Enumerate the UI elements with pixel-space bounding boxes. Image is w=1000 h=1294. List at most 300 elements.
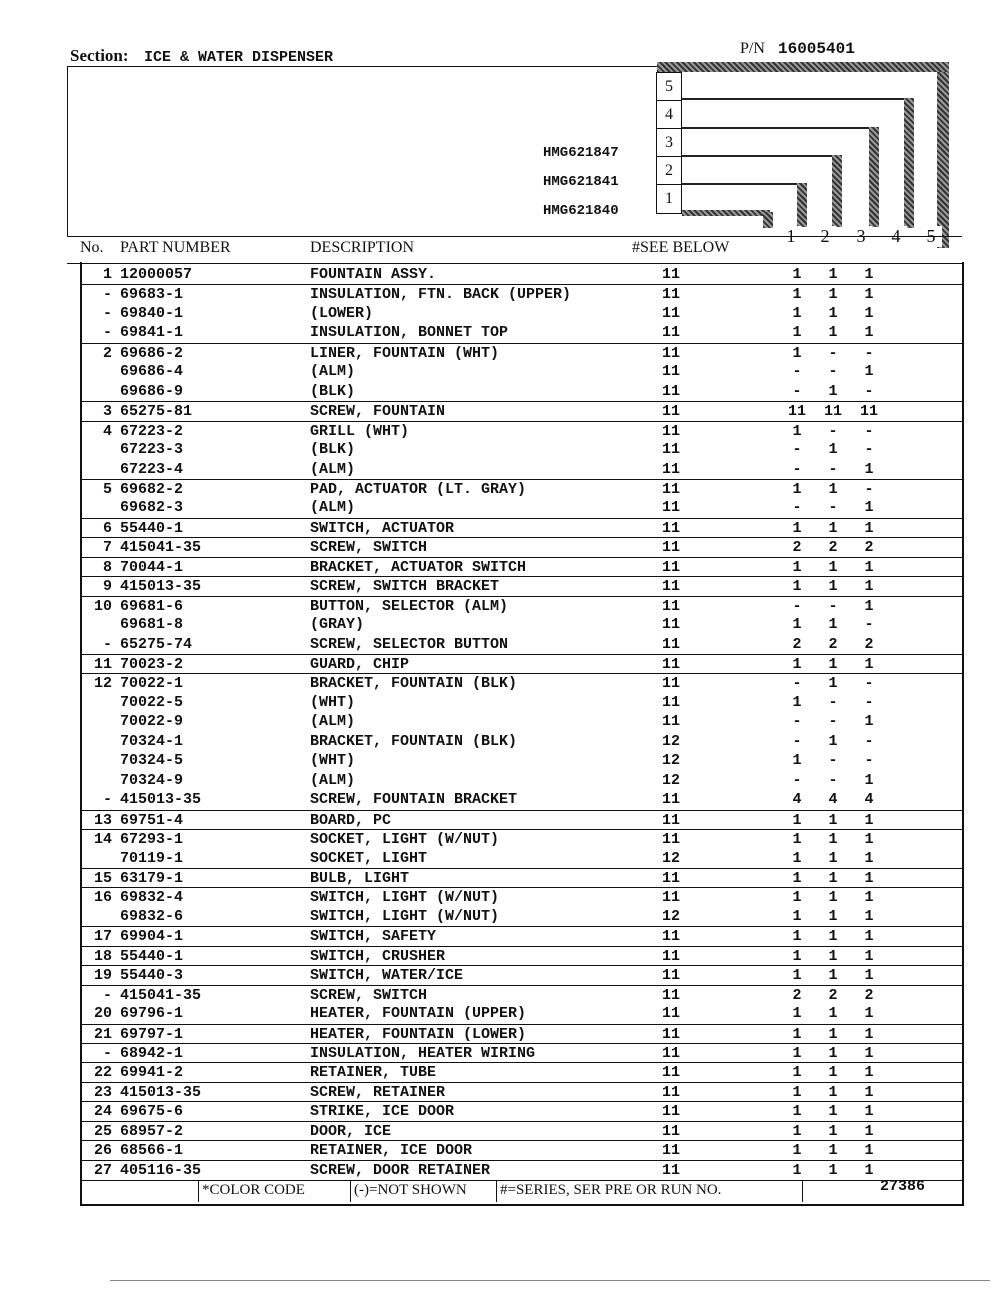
row-series: 12 bbox=[662, 732, 681, 750]
row-qty-model-1: 1 bbox=[792, 889, 802, 907]
row-qty-model-3: 1 bbox=[864, 713, 874, 731]
row-qty-model-3: 2 bbox=[864, 539, 874, 557]
row-qty-model-1: 1 bbox=[792, 1025, 802, 1043]
row-item-number: 15 bbox=[93, 869, 112, 887]
row-qty-model-2: 1 bbox=[828, 831, 838, 849]
row-series: 11 bbox=[662, 1142, 681, 1160]
model-name-2: HMG621841 bbox=[543, 174, 619, 190]
table-row bbox=[80, 401, 962, 422]
table-row bbox=[80, 1004, 962, 1024]
row-qty-model-2: 1 bbox=[828, 441, 838, 459]
row-item-number: - bbox=[102, 1045, 112, 1062]
row-description: (LOWER) bbox=[310, 304, 374, 322]
footer-reference-number: 27386 bbox=[880, 1178, 926, 1195]
row-qty-model-3: 2 bbox=[864, 635, 874, 653]
row-description: (WHT) bbox=[310, 693, 356, 711]
row-qty-model-3: 1 bbox=[864, 869, 874, 887]
row-series: 12 bbox=[662, 771, 681, 789]
row-qty-model-2: 4 bbox=[828, 791, 838, 809]
row-part-number: 67223-3 bbox=[120, 441, 184, 459]
row-qty-model-1: 1 bbox=[792, 1045, 802, 1062]
col-number-5: 5 bbox=[920, 226, 942, 247]
col-number-4: 4 bbox=[885, 226, 907, 247]
table-row bbox=[80, 382, 962, 402]
section-label bbox=[70, 46, 333, 66]
row-qty-model-2: 1 bbox=[828, 656, 838, 673]
row-item-number: 23 bbox=[93, 1083, 112, 1101]
row-item-number: 6 bbox=[102, 519, 112, 537]
row-part-number: 67293-1 bbox=[120, 831, 184, 849]
table-row bbox=[80, 323, 962, 343]
row-series: 11 bbox=[662, 986, 681, 1004]
model-name-1: HMG621840 bbox=[543, 203, 619, 219]
row-qty-model-2: 1 bbox=[828, 732, 838, 750]
row-qty-model-1: 1 bbox=[792, 1064, 802, 1082]
row-qty-model-2: 1 bbox=[828, 928, 838, 946]
row-qty-model-3: - bbox=[864, 693, 874, 711]
row-series: 12 bbox=[662, 752, 681, 770]
row-item-number: 16 bbox=[93, 889, 112, 907]
connector-2-vertical bbox=[832, 155, 842, 227]
row-qty-model-1: 1 bbox=[792, 480, 802, 498]
row-series: 11 bbox=[662, 1122, 681, 1140]
row-qty-model-1: - bbox=[792, 771, 802, 789]
row-series: 11 bbox=[662, 422, 681, 440]
row-qty-model-2: 1 bbox=[828, 1025, 838, 1043]
row-description: SCREW, RETAINER bbox=[310, 1083, 446, 1101]
row-series: 11 bbox=[662, 344, 681, 362]
row-description: (ALM) bbox=[310, 713, 356, 731]
col-header-part: PART NUMBER bbox=[120, 239, 231, 256]
row-qty-model-3: 4 bbox=[864, 791, 874, 809]
row-qty-model-2: 1 bbox=[828, 947, 838, 965]
row-qty-model-2: 1 bbox=[828, 266, 838, 283]
part-number-header bbox=[740, 38, 855, 58]
row-qty-model-3: 1 bbox=[864, 1005, 874, 1023]
row-part-number: 70324-9 bbox=[120, 771, 184, 789]
row-qty-model-1: - bbox=[792, 441, 802, 459]
row-series: 11 bbox=[662, 499, 681, 517]
row-qty-model-1: 1 bbox=[792, 286, 802, 304]
footer-series-note: #=SERIES, SER PRE OR RUN NO. bbox=[500, 1182, 722, 1198]
row-qty-model-2: 1 bbox=[828, 286, 838, 304]
row-description: SCREW, FOUNTAIN bbox=[310, 403, 446, 421]
footer-divider-4 bbox=[802, 1180, 803, 1202]
row-qty-model-3: 1 bbox=[864, 947, 874, 965]
row-series: 11 bbox=[662, 675, 681, 693]
row-qty-model-2: - bbox=[828, 771, 838, 789]
footer-divider-1 bbox=[198, 1180, 199, 1202]
row-description: STRIKE, ICE DOOR bbox=[310, 1103, 455, 1121]
connector-1-vertical bbox=[797, 183, 807, 227]
table-row bbox=[80, 557, 962, 578]
row-qty-model-1: - bbox=[792, 460, 802, 478]
row-part-number: 65275-74 bbox=[120, 635, 193, 653]
table-row bbox=[80, 284, 962, 305]
row-qty-model-3: 1 bbox=[864, 286, 874, 304]
row-qty-model-2: 1 bbox=[828, 675, 838, 693]
row-series: 11 bbox=[662, 1045, 681, 1062]
table-row bbox=[80, 965, 962, 986]
row-qty-model-1: - bbox=[792, 499, 802, 517]
row-part-number: 69686-9 bbox=[120, 382, 184, 400]
row-part-number: 69675-6 bbox=[120, 1103, 184, 1121]
row-qty-model-3: 1 bbox=[864, 771, 874, 789]
table-row bbox=[80, 985, 962, 1006]
row-qty-model-1: 1 bbox=[792, 519, 802, 537]
row-series: 11 bbox=[662, 616, 681, 634]
connector-0 bbox=[682, 210, 770, 216]
row-part-number: 55440-1 bbox=[120, 519, 184, 537]
row-series: 11 bbox=[662, 403, 681, 421]
row-series: 11 bbox=[662, 286, 681, 304]
row-part-number: 69840-1 bbox=[120, 304, 184, 322]
row-series: 11 bbox=[662, 460, 681, 478]
table-row bbox=[80, 946, 962, 967]
row-part-number: 69941-2 bbox=[120, 1064, 184, 1082]
table-row bbox=[80, 712, 962, 732]
row-series: 11 bbox=[662, 441, 681, 459]
row-qty-model-1: 1 bbox=[792, 1142, 802, 1160]
row-qty-model-2: - bbox=[828, 713, 838, 731]
row-qty-model-1: 4 bbox=[792, 791, 802, 809]
row-item-number: 17 bbox=[93, 928, 112, 946]
table-row bbox=[80, 576, 962, 597]
row-item-number: 18 bbox=[93, 947, 112, 965]
row-qty-model-2: 1 bbox=[828, 907, 838, 925]
row-series: 11 bbox=[662, 635, 681, 653]
row-series: 11 bbox=[662, 693, 681, 711]
row-description: SCREW, DOOR RETAINER bbox=[310, 1161, 491, 1179]
row-qty-model-2: 1 bbox=[828, 578, 838, 596]
row-description: SCREW, SELECTOR BUTTON bbox=[310, 635, 509, 653]
model-matrix-frame bbox=[67, 66, 948, 237]
row-qty-model-3: 1 bbox=[864, 1122, 874, 1140]
row-qty-model-2: 1 bbox=[828, 304, 838, 322]
connector-1 bbox=[682, 183, 806, 185]
row-description: (ALM) bbox=[310, 363, 356, 381]
row-series: 11 bbox=[662, 266, 681, 283]
table-row bbox=[80, 771, 962, 791]
footer-not-shown: (-)=NOT SHOWN bbox=[354, 1182, 467, 1198]
row-qty-model-3: 1 bbox=[864, 889, 874, 907]
row-qty-model-3: 2 bbox=[864, 986, 874, 1004]
row-qty-model-3: 1 bbox=[864, 811, 874, 829]
row-part-number: 55440-1 bbox=[120, 947, 184, 965]
row-qty-model-1: 1 bbox=[792, 947, 802, 965]
row-series: 11 bbox=[662, 947, 681, 965]
col-number-2: 2 bbox=[814, 226, 836, 247]
table-row bbox=[80, 1160, 962, 1181]
row-description: SWITCH, LIGHT (W/NUT) bbox=[310, 889, 500, 907]
row-part-number: 70022-1 bbox=[120, 675, 184, 693]
row-description: SWITCH, ACTUATOR bbox=[310, 519, 455, 537]
row-qty-model-2: - bbox=[828, 363, 838, 381]
row-qty-model-1: 1 bbox=[792, 907, 802, 925]
row-description: HEATER, FOUNTAIN (LOWER) bbox=[310, 1025, 527, 1043]
row-part-number: 69751-4 bbox=[120, 811, 184, 829]
row-item-number: - bbox=[102, 791, 112, 809]
row-series: 11 bbox=[662, 597, 681, 615]
footer-color-code: *COLOR CODE bbox=[202, 1182, 305, 1198]
row-qty-model-1: 1 bbox=[792, 1122, 802, 1140]
row-description: SCREW, SWITCH BRACKET bbox=[310, 578, 500, 596]
row-description: BOARD, PC bbox=[310, 811, 392, 829]
row-part-number: 415013-35 bbox=[120, 791, 202, 809]
connector-3 bbox=[682, 127, 877, 129]
row-description: SWITCH, LIGHT (W/NUT) bbox=[310, 907, 500, 925]
row-qty-model-1: 11 bbox=[787, 403, 806, 421]
row-series: 11 bbox=[662, 1025, 681, 1043]
row-qty-model-1: 1 bbox=[792, 811, 802, 829]
row-qty-model-3: 1 bbox=[864, 1064, 874, 1082]
row-description: INSULATION, FTN. BACK (UPPER) bbox=[310, 286, 572, 304]
row-item-number: 22 bbox=[93, 1064, 112, 1082]
col-header-no: No. bbox=[80, 239, 104, 256]
model-name-3: HMG621847 bbox=[543, 145, 619, 161]
row-qty-model-3: - bbox=[864, 752, 874, 770]
row-qty-model-2: 1 bbox=[828, 1083, 838, 1101]
row-series: 11 bbox=[662, 1005, 681, 1023]
row-qty-model-3: 1 bbox=[864, 831, 874, 849]
row-qty-model-3: 1 bbox=[864, 1161, 874, 1179]
row-qty-model-1: 1 bbox=[792, 967, 802, 985]
row-part-number: 69681-6 bbox=[120, 597, 184, 615]
row-qty-model-2: 1 bbox=[828, 480, 838, 498]
table-row bbox=[80, 1082, 962, 1103]
row-description: BUTTON, SELECTOR (ALM) bbox=[310, 597, 509, 615]
row-series: 11 bbox=[662, 539, 681, 557]
row-qty-model-3: - bbox=[864, 732, 874, 750]
row-qty-model-3: 1 bbox=[864, 499, 874, 517]
row-item-number: 14 bbox=[93, 831, 112, 849]
row-series: 11 bbox=[662, 928, 681, 946]
row-qty-model-2: - bbox=[828, 344, 838, 362]
table-row bbox=[80, 635, 962, 655]
row-qty-model-2: 1 bbox=[828, 869, 838, 887]
row-qty-model-2: 1 bbox=[828, 1103, 838, 1121]
model-box-1: 1 bbox=[656, 184, 682, 214]
row-description: SWITCH, SAFETY bbox=[310, 928, 437, 946]
row-part-number: 415013-35 bbox=[120, 578, 202, 596]
row-qty-model-3: 1 bbox=[864, 519, 874, 537]
row-part-number: 68942-1 bbox=[120, 1045, 184, 1062]
row-qty-model-1: 1 bbox=[792, 344, 802, 362]
row-item-number: 2 bbox=[102, 344, 112, 362]
row-qty-model-1: 1 bbox=[792, 752, 802, 770]
section-value: ICE & WATER DISPENSER bbox=[143, 49, 333, 66]
table-row bbox=[80, 1024, 962, 1045]
row-qty-model-2: 2 bbox=[828, 539, 838, 557]
row-qty-model-1: - bbox=[792, 597, 802, 615]
row-qty-model-2: 1 bbox=[828, 324, 838, 342]
row-description: SCREW, SWITCH bbox=[310, 539, 428, 557]
row-series: 11 bbox=[662, 480, 681, 498]
row-description: INSULATION, BONNET TOP bbox=[310, 324, 509, 342]
row-qty-model-3: 1 bbox=[864, 304, 874, 322]
row-item-number: 25 bbox=[93, 1122, 112, 1140]
row-qty-model-3: 1 bbox=[864, 558, 874, 576]
table-row bbox=[80, 362, 962, 382]
row-qty-model-1: 1 bbox=[792, 324, 802, 342]
row-item-number: 21 bbox=[93, 1025, 112, 1043]
col-number-3: 3 bbox=[850, 226, 872, 247]
row-qty-model-1: 1 bbox=[792, 616, 802, 634]
row-qty-model-1: - bbox=[792, 382, 802, 400]
row-qty-model-1: 1 bbox=[792, 266, 802, 283]
table-row bbox=[80, 498, 962, 518]
row-qty-model-1: 2 bbox=[792, 635, 802, 653]
table-row bbox=[80, 732, 962, 752]
row-qty-model-1: - bbox=[792, 675, 802, 693]
table-row bbox=[80, 673, 962, 694]
row-description: DOOR, ICE bbox=[310, 1122, 392, 1140]
table-row bbox=[80, 751, 962, 771]
row-description: SWITCH, CRUSHER bbox=[310, 947, 446, 965]
table-row bbox=[80, 518, 962, 539]
row-qty-model-2: - bbox=[828, 752, 838, 770]
row-qty-model-2: 1 bbox=[828, 1005, 838, 1023]
row-description: HEATER, FOUNTAIN (UPPER) bbox=[310, 1005, 527, 1023]
row-item-number: 11 bbox=[93, 656, 112, 673]
footer-divider-3 bbox=[496, 1180, 497, 1202]
row-qty-model-3: 1 bbox=[864, 597, 874, 615]
row-qty-model-3: 1 bbox=[864, 266, 874, 283]
row-series: 11 bbox=[662, 713, 681, 731]
row-description: SWITCH, WATER/ICE bbox=[310, 967, 464, 985]
row-qty-model-1: 1 bbox=[792, 1161, 802, 1179]
row-series: 11 bbox=[662, 889, 681, 907]
row-qty-model-3: 1 bbox=[864, 1142, 874, 1160]
row-item-number: 7 bbox=[102, 539, 112, 557]
table-row bbox=[80, 479, 962, 500]
col-header-desc: DESCRIPTION bbox=[310, 239, 415, 256]
row-part-number: 69797-1 bbox=[120, 1025, 184, 1043]
table-row bbox=[80, 1101, 962, 1122]
row-series: 11 bbox=[662, 558, 681, 576]
row-qty-model-3: 1 bbox=[864, 1025, 874, 1043]
row-series: 12 bbox=[662, 907, 681, 925]
row-description: SOCKET, LIGHT (W/NUT) bbox=[310, 831, 500, 849]
row-item-number: 12 bbox=[93, 675, 112, 693]
row-qty-model-3: 1 bbox=[864, 656, 874, 673]
row-part-number: 55440-3 bbox=[120, 967, 184, 985]
row-series: 12 bbox=[662, 849, 681, 867]
table-row bbox=[80, 304, 962, 324]
row-item-number: 1 bbox=[102, 266, 112, 283]
row-qty-model-2: 1 bbox=[828, 1122, 838, 1140]
table-row bbox=[80, 596, 962, 617]
row-qty-model-3: 1 bbox=[864, 578, 874, 596]
row-part-number: 69796-1 bbox=[120, 1005, 184, 1023]
row-part-number: 69832-6 bbox=[120, 907, 184, 925]
row-qty-model-3: - bbox=[864, 344, 874, 362]
row-series: 11 bbox=[662, 869, 681, 887]
row-qty-model-3: 1 bbox=[864, 324, 874, 342]
row-part-number: 69904-1 bbox=[120, 928, 184, 946]
row-qty-model-3: 1 bbox=[864, 1083, 874, 1101]
row-item-number: 24 bbox=[93, 1103, 112, 1121]
row-part-number: 69681-8 bbox=[120, 616, 184, 634]
row-qty-model-3: 11 bbox=[859, 403, 878, 421]
table-row bbox=[80, 421, 962, 442]
table-row bbox=[80, 887, 962, 908]
row-item-number: 13 bbox=[93, 811, 112, 829]
row-qty-model-3: 1 bbox=[864, 907, 874, 925]
row-qty-model-2: 1 bbox=[828, 616, 838, 634]
row-qty-model-2: - bbox=[828, 499, 838, 517]
pn-label: P/N bbox=[740, 40, 765, 57]
row-description: BRACKET, FOUNTAIN (BLK) bbox=[310, 732, 518, 750]
row-series: 11 bbox=[662, 578, 681, 596]
row-part-number: 70022-9 bbox=[120, 713, 184, 731]
row-qty-model-1: 2 bbox=[792, 986, 802, 1004]
row-qty-model-3: - bbox=[864, 441, 874, 459]
row-series: 11 bbox=[662, 382, 681, 400]
row-qty-model-1: - bbox=[792, 363, 802, 381]
row-part-number: 405116-35 bbox=[120, 1161, 202, 1179]
row-item-number: 20 bbox=[93, 1005, 112, 1023]
table-row bbox=[80, 1140, 962, 1161]
table-row bbox=[80, 907, 962, 927]
row-qty-model-2: 1 bbox=[828, 1142, 838, 1160]
row-qty-model-3: 1 bbox=[864, 928, 874, 946]
row-description: (ALM) bbox=[310, 460, 356, 478]
row-qty-model-1: 1 bbox=[792, 1083, 802, 1101]
row-qty-model-3: 1 bbox=[864, 967, 874, 985]
row-qty-model-2: 1 bbox=[828, 558, 838, 576]
row-qty-model-1: 1 bbox=[792, 558, 802, 576]
row-part-number: 70044-1 bbox=[120, 558, 184, 576]
row-qty-model-1: 1 bbox=[792, 831, 802, 849]
row-qty-model-1: 1 bbox=[792, 578, 802, 596]
row-item-number: 8 bbox=[102, 558, 112, 576]
table-row bbox=[80, 849, 962, 869]
row-description: INSULATION, HEATER WIRING bbox=[310, 1045, 536, 1062]
row-item-number: 27 bbox=[93, 1161, 112, 1179]
col-header-series: #SEE BELOW bbox=[632, 239, 730, 256]
row-part-number: 12000057 bbox=[120, 266, 193, 283]
row-series: 11 bbox=[662, 811, 681, 829]
row-description: BRACKET, FOUNTAIN (BLK) bbox=[310, 675, 518, 693]
row-qty-model-2: 1 bbox=[828, 967, 838, 985]
row-part-number: 415041-35 bbox=[120, 986, 202, 1004]
row-qty-model-2: 1 bbox=[828, 811, 838, 829]
row-qty-model-2: 2 bbox=[828, 986, 838, 1004]
row-qty-model-2: - bbox=[828, 422, 838, 440]
row-series: 11 bbox=[662, 519, 681, 537]
row-part-number: 70022-5 bbox=[120, 693, 184, 711]
bottom-rule bbox=[110, 1280, 990, 1281]
row-qty-model-3: - bbox=[864, 616, 874, 634]
row-description: (ALM) bbox=[310, 499, 356, 517]
row-qty-model-2: 1 bbox=[828, 1161, 838, 1179]
table-row bbox=[80, 1062, 962, 1083]
row-qty-model-3: - bbox=[864, 675, 874, 693]
row-description: (BLK) bbox=[310, 382, 356, 400]
row-qty-model-2: 1 bbox=[828, 889, 838, 907]
row-qty-model-3: 1 bbox=[864, 1045, 874, 1062]
row-series: 11 bbox=[662, 1083, 681, 1101]
row-series: 11 bbox=[662, 967, 681, 985]
row-description: SOCKET, LIGHT bbox=[310, 849, 428, 867]
row-part-number: 70324-5 bbox=[120, 752, 184, 770]
model-box-3: 3 bbox=[656, 128, 682, 158]
row-qty-model-2: - bbox=[828, 693, 838, 711]
table-row bbox=[80, 460, 962, 480]
hatched-border-top bbox=[657, 62, 949, 72]
row-series: 11 bbox=[662, 791, 681, 809]
